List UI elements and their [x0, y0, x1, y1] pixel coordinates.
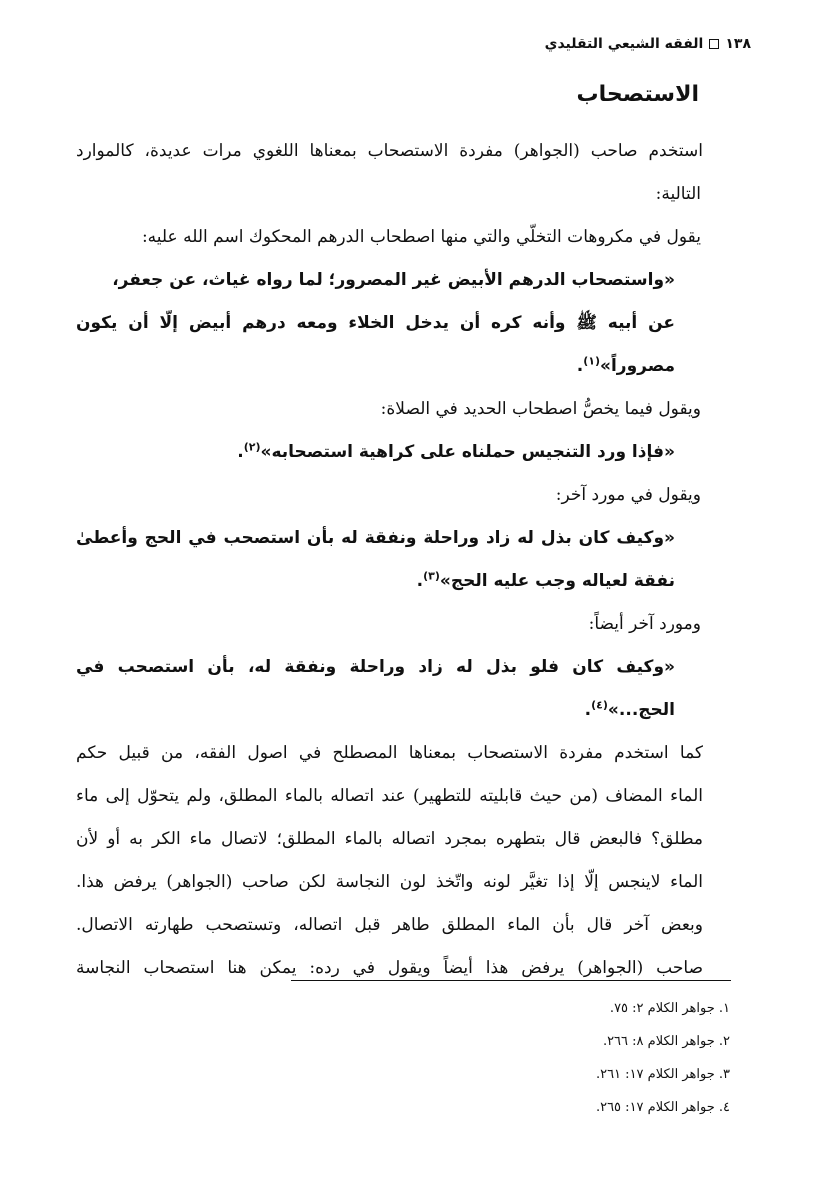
quote-text: «فإذا ورد التنجيس حملناه على كراهية استصحابه» — [260, 442, 675, 462]
footnote: ٤. جواهر الكلام ١٧: ٢٦٥. — [595, 1100, 730, 1115]
paragraph-line: ويقول فيما يخصُّ اصطحاب الحديد في الصلاة: — [380, 399, 701, 419]
paragraph-line: استخدم صاحب (الجواهر) مفردة الاستصحاب بمعناها اللغوي مرات عديدة، كالموارد — [76, 141, 703, 161]
running-head — [545, 36, 751, 52]
quote-text: نفقة لعياله وجب عليه الحج» — [439, 571, 675, 591]
quote-line: نفقة لعياله وجب عليه الحج»$^{(٣)}$. — [416, 569, 675, 591]
paragraph-line: الماء لاينجس إلّا إذا تغيَّر لونه واتّخذ لون النجاسة لكن صاحب (الجواهر) يرفض هذا. — [76, 872, 703, 892]
quote-text: مصروراً» — [599, 356, 675, 376]
paragraph-line: وبعض آخر قال بأن الماء المطلق طاهر قبل اتصاله، وتستصحب طهارته الاتصال. — [76, 915, 703, 935]
paragraph-line: كما استخدم مفردة الاستصحاب بمعناها المصطلح في اصول الفقه، من قبيل حكم — [76, 743, 703, 763]
footnote: ٢. جواهر الكلام ٨: ٢٦٦. — [602, 1034, 730, 1049]
footnote-ref: (١) — [583, 354, 600, 368]
quote-line: مصروراً»$^{(١)}$. — [576, 354, 675, 376]
book-title: الفقه الشيعي التقليدي — [544, 36, 704, 52]
page-number: ١٣٨ — [725, 36, 751, 52]
quote-text: الحج...» — [607, 700, 675, 720]
quote-line: «فإذا ورد التنجيس حملناه على كراهية استصحابه»$^{(٢)}$. — [237, 440, 675, 462]
paragraph-line: ومورد آخر أيضاً: — [588, 614, 701, 634]
footnote-ref: (٤) — [591, 698, 608, 712]
quote-line: «وكيف كان بذل له زاد وراحلة ونفقة له بأن استصحب في الحج وأعطىٰ — [76, 528, 675, 548]
paragraph-line: مطلق؟ فالبعض قال بتطهره بمجرد اتصاله بالماء المطلق؛ لاتصال ماء الكر به أو لأن — [76, 829, 703, 849]
quote-line: الحج...»$^{(٤)}$. — [584, 698, 675, 720]
quote-line: «وكيف كان فلو بذل له زاد وراحلة ونفقة له، بأن استصحب في — [76, 657, 675, 677]
footnote-divider — [291, 980, 731, 981]
square-separator-icon — [709, 39, 719, 49]
quote-line: «واستصحاب الدرهم الأبيض غير المصرور؛ لما رواه غياث، عن جعفر، — [112, 270, 675, 290]
footnote-ref: (٣) — [423, 569, 440, 583]
paragraph-line: التالية: — [655, 184, 701, 204]
quote-line: عن أبيه ﷺ وأنه كره أن يدخل الخلاء ومعه درهم أبيض إلّا أن يكون — [76, 313, 675, 333]
paragraph-line: صاحب (الجواهر) يرفض هذا أيضاً ويقول في رده: يمكن هنا استصحاب النجاسة — [76, 958, 703, 978]
footnote: ٣. جواهر الكلام ١٧: ٢٦١. — [595, 1067, 730, 1082]
main-text — [76, 130, 701, 990]
paragraph-line: الماء المضاف (من حيث قابليته للتطهير) عند اتصاله بالماء المطلق، ولم يتحوّل إلى ماء — [76, 786, 703, 806]
paragraph-line: ويقول في مورد آخر: — [555, 485, 701, 505]
section-title: الاستصحاب — [576, 82, 699, 107]
paragraph-line: يقول في مكروهات التخلّي والتي منها اصطحاب الدرهم المحكوك اسم الله عليه: — [141, 227, 701, 247]
footnote-ref: (٢) — [243, 440, 261, 454]
footnote: ١. جواهر الكلام ٢: ٧٥. — [609, 1001, 730, 1016]
footnotes — [596, 992, 730, 1124]
